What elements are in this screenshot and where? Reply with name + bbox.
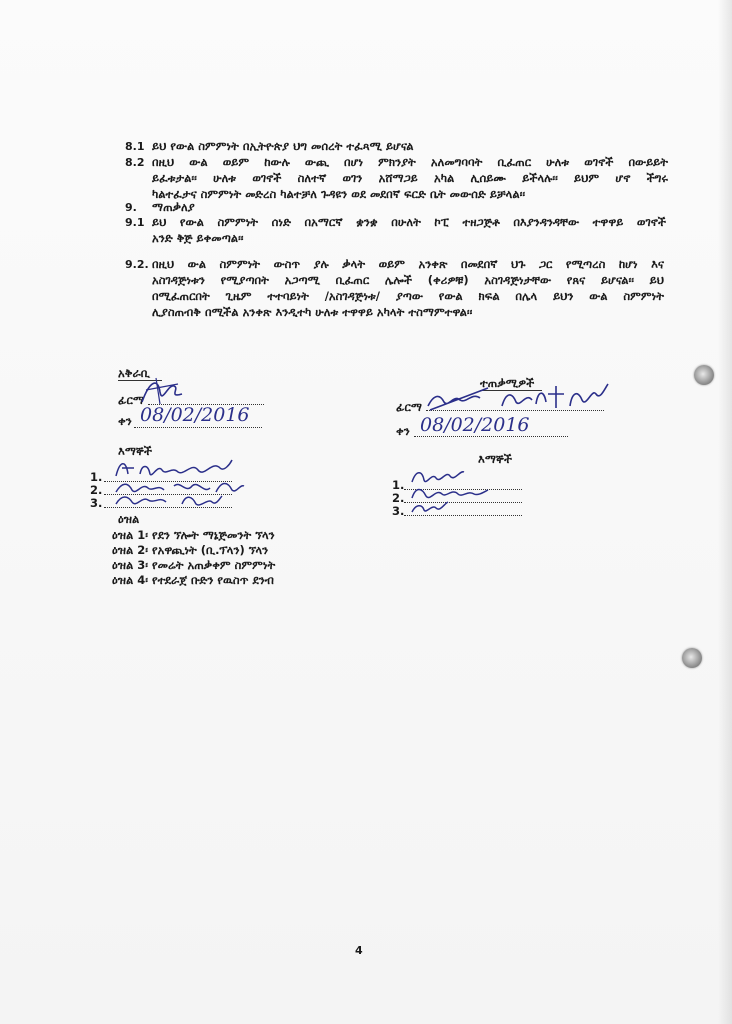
attachment-item: ዕዝል 1፡ የደን ኘሎት ማኔጅመንት ኘላን	[112, 528, 275, 542]
witness-number: 1.	[90, 470, 103, 484]
signature-label: ፊርማ	[396, 400, 422, 414]
handwritten-date: 08/02/2016	[140, 404, 250, 426]
punch-hole	[682, 648, 702, 668]
clause-9-1-line: አንድ ቅጅ ይቀመጣል፡፡	[152, 231, 244, 245]
clause-9-2-line: ሊያስጠብቅ በሚችል አንቀጽ እንዲተካ ሁለቱ ተዋዋይ አካላት ተስማምተዋል፡፡	[152, 305, 473, 319]
beneficiaries-label: ተጠቃሚዎች	[480, 376, 535, 390]
punch-hole	[694, 365, 714, 385]
date-line	[414, 436, 568, 437]
handwritten-signature	[112, 490, 224, 510]
supplier-label: አቅራቢ	[118, 366, 150, 380]
section-title: ማጠቃለያ	[152, 200, 195, 214]
attachment-item: ዕዝል 3፡ የመሬት አጠቃቀም ስምምነት	[112, 558, 276, 572]
clause-number: 8.1	[125, 140, 145, 153]
clause-number: 9.2.	[125, 258, 149, 271]
clause-9-2-line: አስገዳጅነቱን የሚያጣበት አጋጣሚ ቢፈጠር ሌሎች (ቀሪዎቹ) አስገዳጅነታቸው የጸና ይሆናል፡፡ ይህ	[152, 273, 664, 287]
clause-8-1-text: ይህ የውል ስምምነት በኢትዮጵያ ህግ መሰረት ተፈጻሚ ይሆናል	[152, 139, 414, 153]
witnesses-label: እማኞች	[478, 452, 513, 466]
clause-number: 9.1	[125, 216, 145, 229]
handwritten-signature	[138, 374, 184, 408]
handwritten-date: 08/02/2016	[420, 414, 530, 436]
clause-8-2-line: ይፈቱታል፡፡ ሁለቱ ወገኖች ስለተኛ ወገን አሸማጋይ አካል ሊሰይሙ ይችላሉ፡፡ ይህም ሆኖ ችግሩ	[152, 171, 668, 185]
clause-8-2-line: በዚህ ውል ወይም ከውሉ ውጪ በሆነ ምክንያት አለመግባባት ቢፈጠር ሁለቱ ወገኖች በውይይት	[152, 155, 668, 169]
attachment-item: ዕዝል 4፡ የተደራጀ ቡድን የዉስጥ ደንብ	[112, 573, 274, 587]
attachments-heading: ዕዝል	[118, 512, 140, 526]
clause-8-2-line: ካልተፈታና ስምምነት መድረስ ካልተቻለ ጉዳዩን ወደ መደበኛ ፍርድ ቤት መውሰድ ይቻላል፡፡	[152, 187, 526, 201]
signature-label: ፊርማ	[118, 393, 144, 407]
witness-number: 3.	[392, 504, 405, 518]
clause-9-1-line: ይህ የውል ስምምነት ሰነድ በአማርኛ ቋንቋ በሁለት ኮፒ ተዘጋጅቶ በእያንዳንዳቸው ተዋዋይ ወገኖች	[152, 215, 666, 229]
witness-number: 1.	[392, 478, 405, 492]
clause-9-2-line: በዚህ ውል ስምምነት ውስጥ ያሉ ቃላት ወይም አንቀጽ በመደበኛ ህጉ ጋር የሚጣረስ ከሆነ እና	[152, 257, 664, 271]
witness-number: 3.	[90, 496, 103, 510]
page-number: 4	[355, 944, 363, 957]
handwritten-signature	[408, 498, 452, 518]
clause-number: 8.2	[125, 156, 145, 169]
date-line	[134, 427, 262, 428]
date-label: ቀን	[118, 414, 132, 428]
witness-number: 2.	[90, 483, 103, 497]
clause-9-2-line: በሚፈጠርበት ጊዜም ተተባይነት /አስገዳጅነቱ/ ያጣው የውል ክፍል በሌላ ይህን ውል ስምምነት	[152, 289, 664, 303]
date-label: ቀን	[396, 424, 410, 438]
witness-number: 2.	[392, 491, 405, 505]
attachment-item: ዕዝል 2፡ የአዋጪነት (ቢ.ፕላን) ኘላን	[112, 543, 269, 557]
witnesses-label: እማኞች	[118, 444, 153, 458]
handwritten-signature	[424, 380, 610, 416]
scan-edge-shadow	[718, 0, 732, 1024]
section-number: 9.	[125, 201, 137, 214]
